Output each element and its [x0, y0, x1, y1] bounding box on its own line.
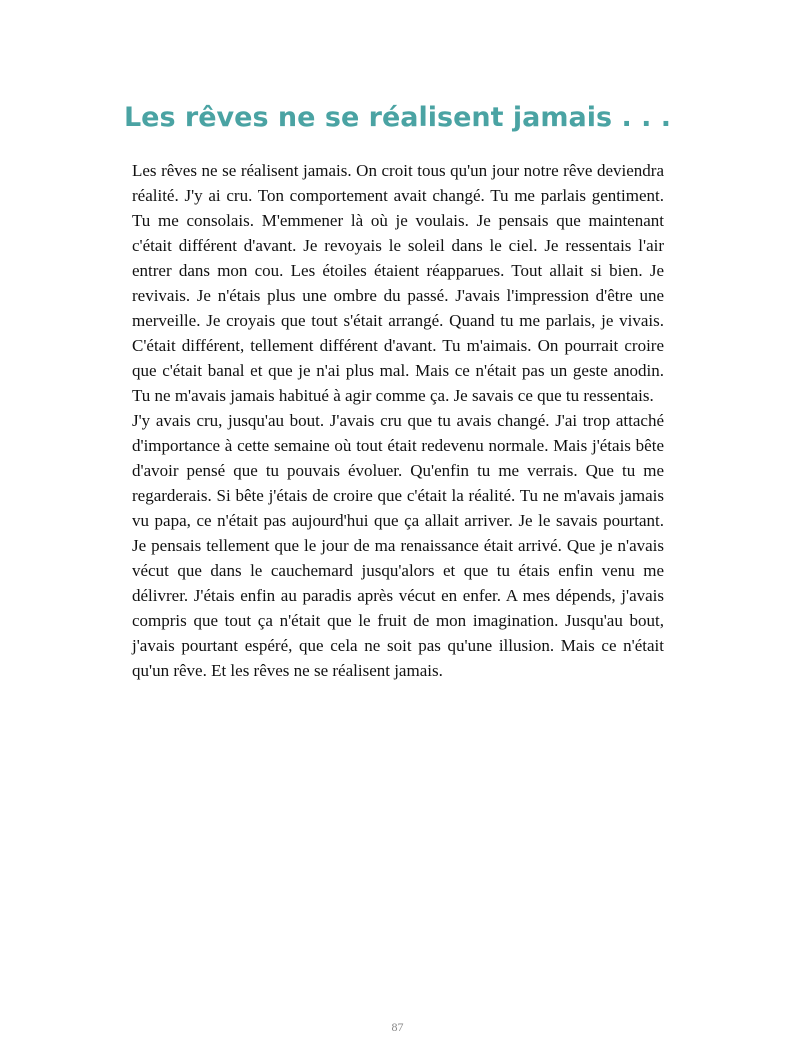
paragraph-1: Les rêves ne se réalisent jamais. On croit tous qu'un jour notre rêve deviendra réalité. J'y ai cru. Ton comportement avait changé. Tu me parlais gentiment. Tu me consolais. M'emmener là où je voulais. Je pensais que maintenant c'était différent d'avant. Je revoyais le soleil dans le ciel. Je ressentais l'air entrer dans mon cou. Les étoiles étaient réapparues. Tout allait si bien. Je revivais. Je n'étais plus une ombre du passé. J'avais l'impression d'être une merveille. Je croyais que tout s'était arrangé. Quand tu me parlais, je vivais. C'était différent, tellement différent d'avant. Tu m'aimais. On pourrait croire que c'était banal et que je n'ai plus mal. Mais ce n'était pas un geste anodin. Tu ne m'avais jamais habitué à agir comme ça. Je savais ce que tu ressentais. [132, 161, 664, 405]
body-text [132, 158, 664, 683]
page-number: 87 [391, 1020, 404, 1034]
page-title: Les rêves ne se réalisent jamais . . . [123, 102, 672, 133]
paragraph-2: J'y avais cru, jusqu'au bout. J'avais cru que tu avais changé. J'ai trop attaché d'importance à cette semaine où tout était redevenu normale. Mais j'étais bête d'avoir pensé que tu pouvais évoluer. Qu'enfin tu me verrais. Que tu me regarderais. Si bête j'étais de croire que c'était la réalité. Tu ne m'avais jamais vu papa, ce n'était pas aujourd'hui que ça allait arriver. Je le savais pourtant. Je pensais tellement que le jour de ma renaissance était arrivé. Que je n'avais vécut que dans le cauchemard jusqu'alors et que tu étais enfin venu me délivrer. J'étais enfin au paradis après vécut en enfer. A mes dépends, j'avais compris que tout ça n'était que le fruit de mon imagination. Jusqu'au bout, j'avais pourtant espéré, que cela ne soit pas qu'une illusion. Mais ce n'était qu'un rêve. Et les rêves ne se réalisent jamais. [132, 411, 664, 680]
